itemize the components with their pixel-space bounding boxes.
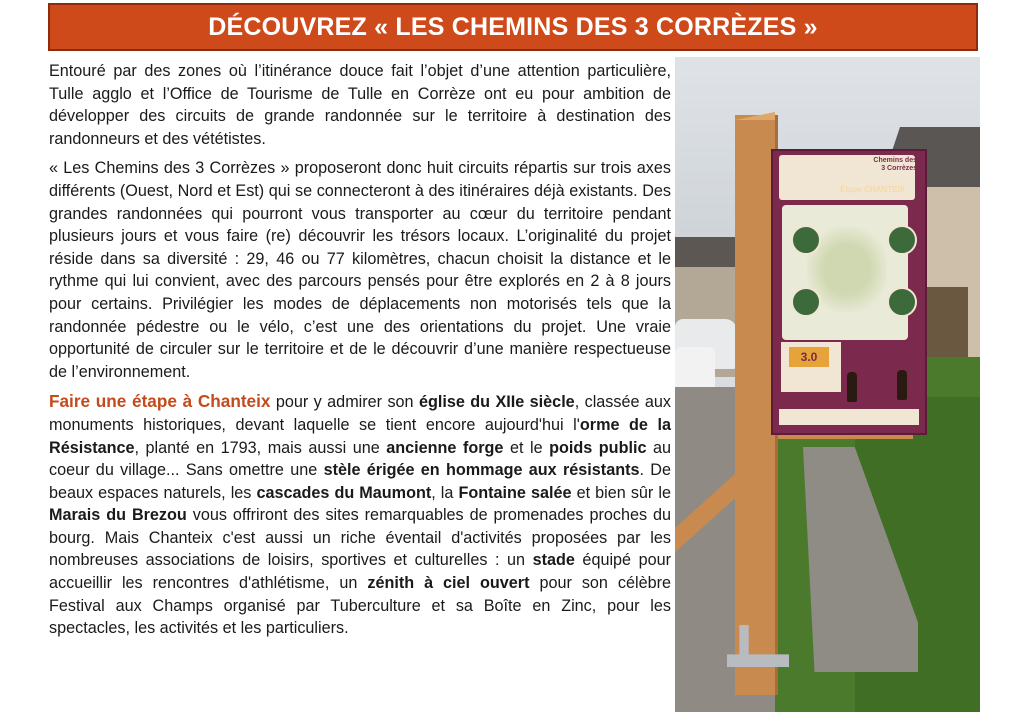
hiker-figure <box>897 370 907 400</box>
paragraph-intro: Entouré par des zones où l’itinérance douce fait l’objet d’une attention particulière, Tulle agglo et l’Office de Tourisme de Tulle en Corrèze ont eu pour ambition de développer des circuits de grande randonnée sur le territoire à destination des randonneurs et des vététistes. <box>49 62 671 148</box>
text-segment: . De beaux espaces naturels, les <box>49 461 671 502</box>
paragraph-circuits: « Les Chemins des 3 Corrèzes » proposeront donc huit circuits répartis sur trois axes différents (Ouest, Nord et Est) qui se connecteront à des itinéraires déjà existants. Des grandes randonnées qui pourront vous transporter au cœur du territoire pendant plusieurs jours et vous faire (re) découvrir les trésors locaux. L’originalité du projet réside dans sa diversité : 29, 46 ou 77 kilomètres, chacun choisit la distance et le rythme qui lui convient, avec des parcours pensés pour être explorés en 2 à 8 jours pour certains. Privilégier les modes de déplacements non motorisés tels que la randonnée pédestre ou le vélo, c’est une des orientations du projet. Une vraie opportunité de circuler sur le territoire et de le découvrir d’une manière respectueuse de l’environnement. <box>49 159 671 381</box>
highlight-elm: orme de la Résistance <box>49 415 671 457</box>
text-segment: pour y admirer son <box>270 393 419 412</box>
sign-logo: Chemins des 3 Corrèzes <box>873 157 917 172</box>
highlight-forge: ancienne forge <box>386 438 504 457</box>
highlight-stele: stèle érigée en hommage aux résistants <box>323 461 640 480</box>
sign-number: 3.0 <box>789 347 829 367</box>
text-segment: équipé pour accueillir les rencontres d'athlétisme, un <box>49 551 671 593</box>
sign-photo-circle <box>887 287 917 317</box>
highlight-zenith: zénith à ciel ouvert <box>367 574 530 593</box>
highlight-marsh: Marais du Brezou <box>49 506 187 525</box>
text-segment: et le <box>503 438 550 457</box>
highlight-cascades: cascades du Maumont <box>256 483 432 502</box>
sign-photo-circle <box>791 287 821 317</box>
sign-photo-circle <box>887 225 917 255</box>
highlight-stadium: stade <box>532 551 575 570</box>
text-segment: , classée aux monuments historiques, devant laquelle se tient encore aujourd'hui l' <box>49 393 672 434</box>
text-segment: pour son célèbre Festival aux Champs organisé par Tuberculture et sa Boîte en Zinc, pour les spectacles, les activités et les particuliers. <box>49 574 671 638</box>
hiker-figure <box>847 372 857 402</box>
text-segment: au coeur du village... Sans omettre une <box>49 438 671 480</box>
text-segment: , la <box>431 483 459 502</box>
text-segment: et bien sûr le <box>571 483 671 502</box>
signpost-photo <box>675 57 980 712</box>
text-segment: , planté en 1793, mais aussi une <box>134 438 387 457</box>
sign-subtitle: Étape CHANTEIX <box>840 185 905 194</box>
article-body <box>49 60 671 647</box>
sign-footer <box>779 409 919 425</box>
text-segment: vous offriront des sites remarquables de promenades proches du bourg. Mais Chanteix c'est aussi un riche éventail d'activités proposées par les nombreuses associations de loisirs, sportives et culturelles : un <box>49 506 671 570</box>
paragraph-chanteix <box>49 390 671 640</box>
chanteix-heading: Faire une étape à Chanteix <box>49 391 271 412</box>
title-banner <box>48 3 978 51</box>
sign-photo-circle <box>791 225 821 255</box>
highlight-weighbridge: poids public <box>549 438 647 457</box>
highlight-church: église du XIIe siècle <box>418 393 575 412</box>
parked-car-2 <box>675 347 715 392</box>
page-title: DÉCOUVREZ « LES CHEMINS DES 3 CORRÈZES » <box>208 12 818 41</box>
highlight-fountain: Fontaine salée <box>458 483 572 502</box>
